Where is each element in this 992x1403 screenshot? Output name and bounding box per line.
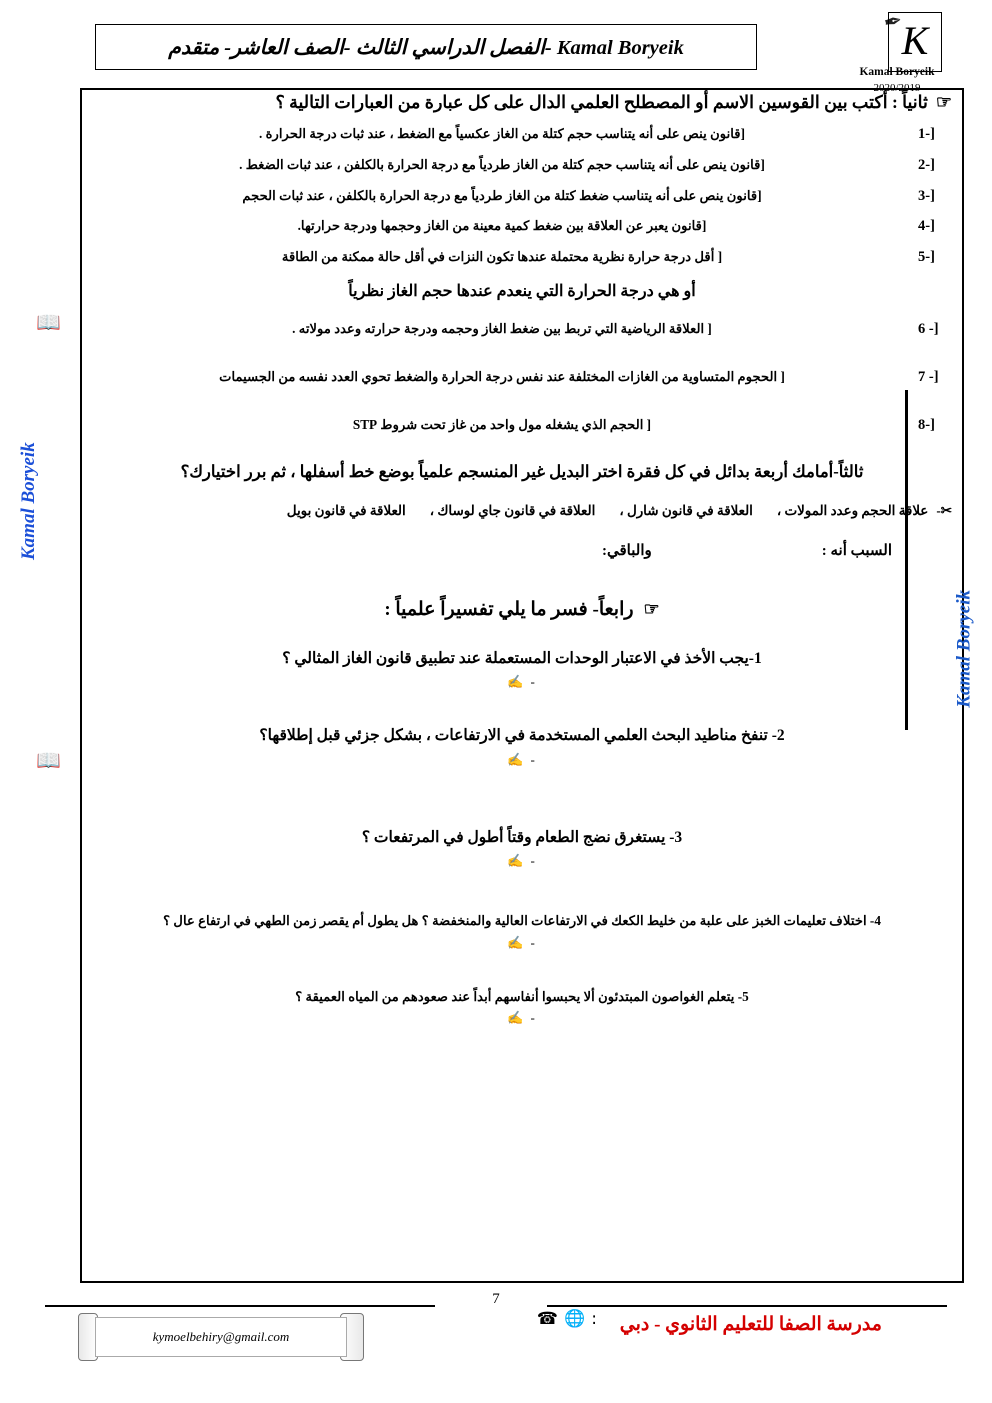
explain-question: 5- يتعلم الغواصون المبتدئون ألا يحبسوا أنفاسهم أبداً عند صعودهم من المياه العميقة ؟ [295, 988, 749, 1004]
question-text: [قانون ينص على أنه يتناسب حجم كتلة من الغاز عكسياً مع الضغط ، عند ثبات درجة الحرارة . [259, 126, 745, 141]
explain-answer-line [92, 935, 952, 951]
email-box [95, 1317, 347, 1357]
question-item [92, 216, 952, 236]
question-number: 7 -] [918, 368, 939, 385]
question-text: [ أقل درجة حرارة نظرية محتملة عندها تكون النزات في أقل حالة ممكنة من الطاقة [281, 249, 723, 265]
question-number: 5-] [918, 249, 935, 266]
answer-dash: - [530, 1010, 537, 1026]
pen-icon: ✍ [507, 1010, 526, 1026]
explain-answer-line [92, 1010, 952, 1026]
footer-divider-right [547, 1305, 947, 1307]
reason-label: السبب أنه : [821, 543, 892, 560]
logo-author-name: Kamal Boryeik [859, 66, 935, 78]
section-two-subline: أو هي درجة الحرارة التي ينعدم عندها حجم الغاز نظرياً [348, 282, 696, 300]
explain-item [92, 724, 952, 767]
hand-pointer-icon: ☞ [935, 92, 952, 112]
section-four-heading [92, 598, 952, 621]
logo-letter: K [888, 12, 942, 72]
explain-item [92, 911, 952, 951]
explain-answer-line [92, 853, 952, 869]
section-three-choices [92, 503, 952, 519]
explain-question: 1-يجب الأخذ في الاعتبار الوحدات المستعملة عند تطبيق قانون الغاز المثالي ؟ [282, 650, 762, 668]
answer-dash: - [530, 934, 537, 950]
logo [782, 8, 962, 94]
document-footer [0, 1283, 992, 1403]
header-title-box [95, 24, 757, 70]
question-text: [ العلاقة الرياضية التي تربط بين ضغط الغاز وحجمه ودرجة حرارته وعدد مولاته . [292, 320, 712, 336]
question-text: [قانون ينص على أنه يتناسب ضغط كتلة من الغاز طردياً مع درجة الحرارة بالكلفن ، عند ثبات الحجم [242, 187, 762, 203]
section-three-reason-row [92, 541, 952, 560]
watermark-right: Kamal Boryeik [954, 590, 975, 708]
question-item [92, 319, 952, 339]
explain-question: 4- اختلاف تعليمات الخبز على علبة من خليط الكعك في الارتفاعات العالية والمنخفضة ؟ هل يطول أم يقصر زمن الطهي في ارتفاع عال ؟ [163, 912, 881, 928]
question-number: 1-] [918, 126, 935, 142]
page-number: 7 [492, 1291, 500, 1307]
explain-item [92, 987, 952, 1027]
footer-icon-group [537, 1309, 597, 1329]
pen-icon: ✍ [507, 852, 526, 868]
pen-icon: ✍ [507, 674, 526, 690]
document-body [92, 92, 952, 1036]
watermark-left: Kamal Boryeik [18, 442, 39, 560]
question-number: 2-] [918, 156, 935, 173]
book-icon: 📖 [36, 748, 61, 772]
question-number: 4-] [918, 218, 935, 235]
pen-icon: ✍ [507, 934, 526, 950]
question-number: 3-] [918, 187, 935, 204]
page-title: Kamal Boryeik -الفصل الدراسي الثالث -الصف العاشر- متقدم [168, 36, 684, 59]
section-two-heading [92, 92, 952, 113]
section-two-heading-text: ثانياً : أكتب بين القوسين الاسم أو المصطلح العلمي الدال على كل عبارة من العبارات التالية ؟ [275, 92, 928, 112]
question-text: [قانون ينص على أنه يتناسب حجم كتلة من الغاز طردياً مع درجة الحرارة بالكلفن ، عند ثبات الضغط . [239, 156, 765, 172]
choice-option[interactable]: العلاقة في قانون بويل [286, 503, 406, 519]
question-item [92, 415, 952, 435]
question-item [92, 124, 952, 144]
email-address[interactable]: kymoelbehiry@gmail.com [152, 1329, 290, 1344]
question-number: 8-] [918, 416, 935, 433]
school-name: مدرسة الصفا للتعليم الثانوي - دبي [619, 1314, 882, 1335]
question-item [92, 367, 952, 387]
footer-divider-left [45, 1305, 435, 1307]
question-text: [ الحجم الذي يشغله مول واحد من غاز تحت شروط STP [352, 416, 652, 432]
answer-dash: - [530, 674, 537, 690]
choice-option[interactable]: علاقة الحجم وعدد المولات ، [776, 503, 929, 519]
question-item [92, 155, 952, 175]
globe-icon: 🌐 [564, 1309, 586, 1329]
book-icon: 📖 [36, 310, 61, 334]
colon-text: : [591, 1309, 597, 1329]
question-item [92, 247, 952, 267]
answer-dash: - [530, 751, 537, 767]
explain-question: 3- يستغرق نضج الطعام وقتاً أطول في المرتفعات ؟ [361, 828, 683, 846]
section-four-heading-text: رابعاً- فسر ما يلي تفسيراً علمياً : [384, 599, 634, 621]
arrow-icon: ✂- [936, 503, 952, 519]
answer-dash: - [530, 852, 537, 868]
explain-item [92, 647, 952, 690]
logo-year: 2020/2019 [873, 82, 921, 94]
question-item [92, 186, 952, 206]
phone-icon: ☎ [536, 1309, 559, 1329]
question-text: [قانون يعبر عن العلاقة بين ضغط كمية معينة من الغاز وحجمها ودرجة حرارتها. [297, 218, 707, 234]
hand-pointer-icon: ☞ [643, 599, 660, 620]
document-header [20, 8, 972, 94]
section-three-heading: ثالثاً-أمامك أربعة بدائل في كل فقرة اختر البديل غير المنسجم علمياً بوضع خط أسفلها ، ثم برر اختيارك؟ [180, 462, 864, 482]
question-number: 6 -] [918, 320, 939, 337]
choice-option[interactable]: العلاقة في قانون جاي لوساك ، [429, 503, 596, 519]
pen-icon: ✍ [507, 751, 526, 767]
choice-option[interactable]: العلاقة في قانون شارل ، [619, 503, 753, 519]
question-text: [ الحجوم المتساوية من الغازات المختلفة عند نفس درجة الحرارة والضغط تحوي العدد نفسه من الجسيمات [219, 368, 785, 384]
feather-icon: ✒ [881, 8, 905, 37]
explain-answer-line [92, 674, 952, 690]
explain-item [92, 826, 952, 869]
rest-label: والباقي: [601, 543, 652, 560]
explain-answer-line [92, 752, 952, 768]
explain-question: 2- تنفخ مناطيد البحث العلمي المستخدمة في الارتفاعات ، بشكل جزئي قبل إطلاقها؟ [259, 727, 785, 745]
